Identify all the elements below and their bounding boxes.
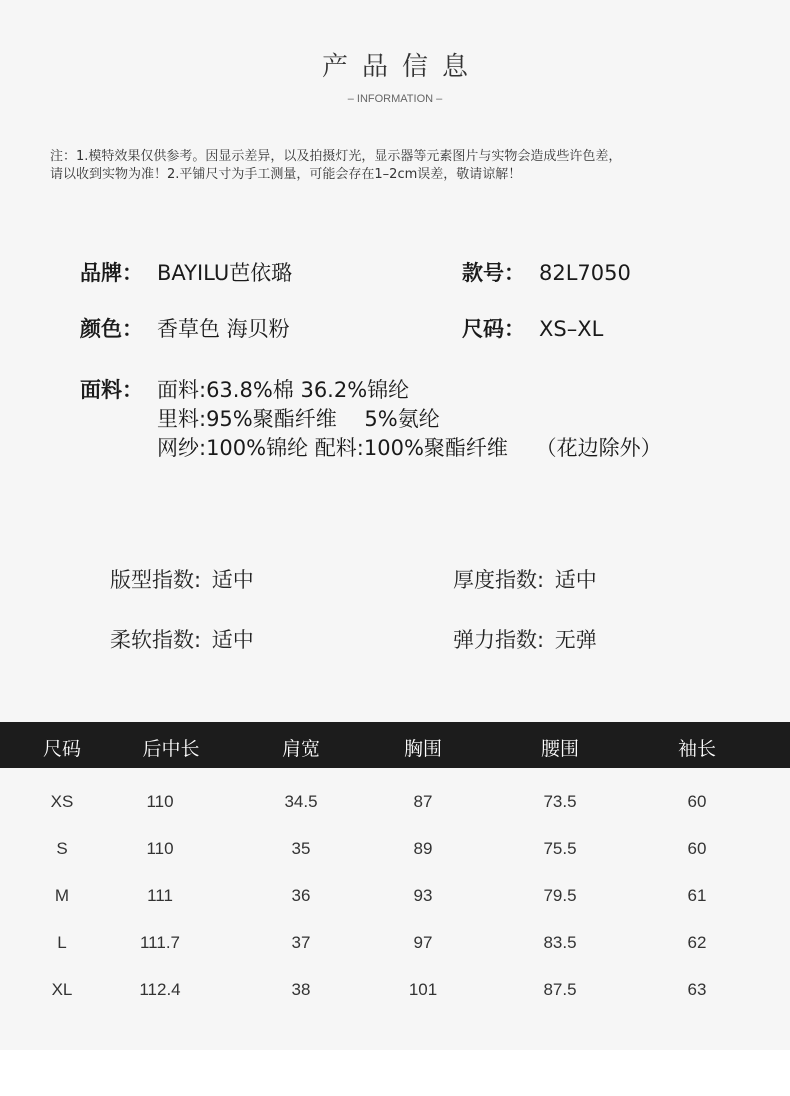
- col-header-bust: 胸围: [403, 738, 442, 760]
- table-cell: 93: [413, 886, 433, 905]
- table-cell: 34.5: [284, 792, 318, 811]
- table-cell: S: [56, 839, 68, 858]
- table-row: [0, 980, 790, 1010]
- brand-label: 品牌：: [80, 261, 143, 285]
- table-cell: 75.5: [543, 839, 577, 858]
- size-table-header: [0, 722, 790, 768]
- table-cell: 83.5: [543, 933, 577, 952]
- fit-index-value: 适中: [211, 568, 254, 592]
- page-subtitle: – INFORMATION –: [347, 93, 443, 105]
- size-row: [462, 313, 603, 343]
- color-row: [80, 313, 290, 343]
- table-row: [0, 886, 790, 916]
- table-cell: L: [57, 933, 67, 952]
- table-cell: 111: [147, 886, 173, 905]
- table-cell: 63: [687, 980, 707, 999]
- table-cell: 37: [291, 933, 311, 952]
- col-header-back-length: 后中长: [142, 738, 200, 760]
- table-cell: 79.5: [543, 886, 577, 905]
- brand-row: [80, 257, 292, 287]
- table-cell: 35: [291, 839, 311, 858]
- table-cell: 87.5: [543, 980, 577, 999]
- table-cell: 112.4: [139, 980, 181, 999]
- page-title: 产品信息: [321, 52, 482, 82]
- table-cell: 110: [146, 839, 174, 858]
- elasticity-index: [453, 624, 597, 654]
- table-cell: XS: [50, 792, 74, 811]
- fit-index: [110, 564, 254, 594]
- table-cell: 110: [146, 792, 174, 811]
- disclaimer-note: [50, 148, 750, 184]
- col-header-size: 尺码: [42, 738, 81, 760]
- table-row: [0, 933, 790, 963]
- table-cell: 62: [687, 933, 707, 952]
- col-header-waist: 腰围: [540, 738, 579, 760]
- size-value: XS–XL: [539, 317, 604, 341]
- size-label: 尺码：: [462, 317, 525, 341]
- table-cell: 89: [413, 839, 433, 858]
- elasticity-index-label: 弹力指数:: [453, 628, 545, 652]
- table-cell: 60: [687, 839, 707, 858]
- table-row: [0, 792, 790, 822]
- style-value: 82L7050: [539, 261, 631, 285]
- table-cell: 87: [413, 792, 433, 811]
- table-cell: 36: [291, 886, 311, 905]
- thickness-index: [453, 564, 597, 594]
- style-label: 款号：: [462, 261, 525, 285]
- color-value: 香草色 海贝粉: [157, 317, 290, 341]
- note-line-1: 注：1.模特效果仅供参考。因显示差异，以及拍摄灯光，显示器等元素图片与实物会造成些许色差，: [50, 149, 622, 164]
- elasticity-index-value: 无弹: [554, 628, 597, 652]
- thickness-index-value: 适中: [554, 568, 597, 592]
- fabric-line-main: 面料:63.8%棉 36.2%锦纶: [157, 378, 410, 402]
- fabric-line-lining: 里料:95%聚酯纤维 5%氨纶: [157, 407, 440, 431]
- table-cell: 60: [687, 792, 707, 811]
- fabric-label: 面料：: [80, 378, 143, 402]
- softness-index: [110, 624, 254, 654]
- table-cell: 73.5: [543, 792, 577, 811]
- fabric-details: [157, 376, 662, 463]
- fabric-line-mesh: 网纱:100%锦纶 配料:100%聚酯纤维 （花边除外）: [157, 436, 662, 460]
- table-cell: 61: [687, 886, 707, 905]
- softness-index-value: 适中: [211, 628, 254, 652]
- table-row: [0, 839, 790, 869]
- table-cell: 97: [413, 933, 433, 952]
- brand-value: BAYILU芭依璐: [157, 261, 293, 285]
- note-line-2: 请以收到实物为准！2.平铺尺寸为手工测量，可能会存在1–2cm误差，敬请谅解！: [50, 167, 522, 182]
- col-header-sleeve: 袖长: [677, 738, 716, 760]
- color-label: 颜色：: [80, 317, 143, 341]
- fit-index-label: 版型指数:: [110, 568, 202, 592]
- col-header-shoulder: 肩宽: [281, 738, 320, 760]
- style-row: [462, 257, 631, 287]
- thickness-index-label: 厚度指数:: [453, 568, 545, 592]
- table-cell: XL: [51, 980, 73, 999]
- table-cell: 38: [291, 980, 311, 999]
- table-cell: M: [54, 886, 70, 905]
- table-cell: 111.7: [139, 933, 181, 952]
- softness-index-label: 柔软指数:: [110, 628, 202, 652]
- table-cell: 101: [408, 980, 438, 999]
